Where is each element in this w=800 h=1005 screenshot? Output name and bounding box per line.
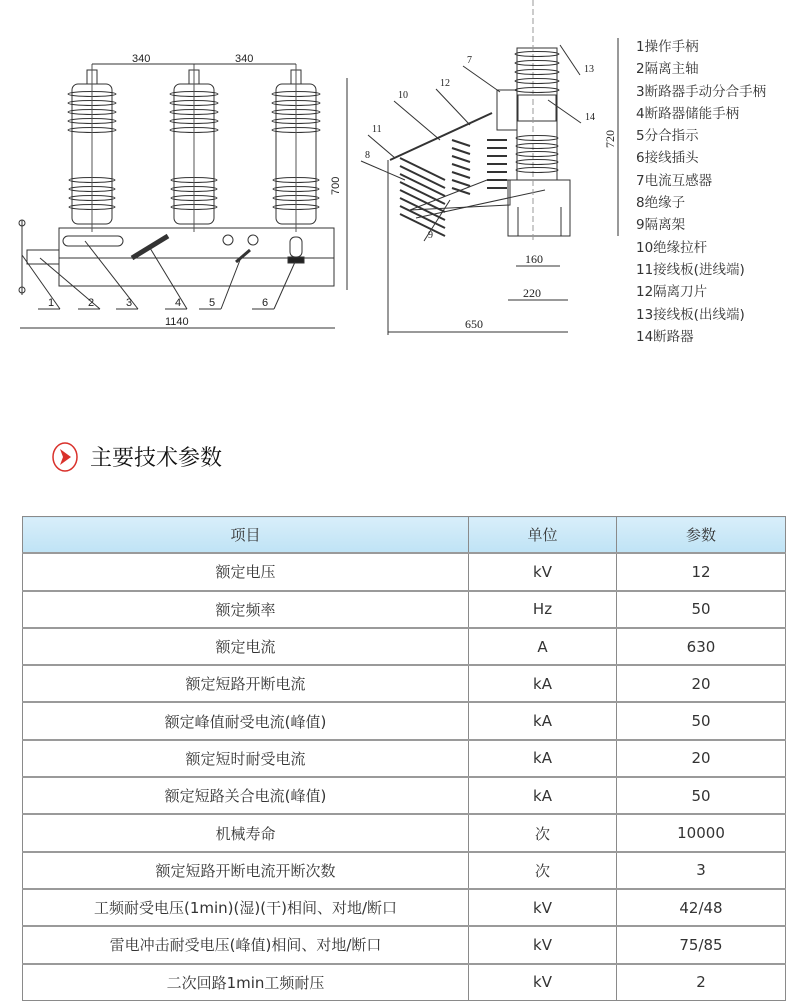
legend-item: 13接线板(出线端) xyxy=(636,306,745,323)
legend-item: 3断路器手动分合手柄 xyxy=(636,83,767,100)
table-row xyxy=(23,665,786,702)
value-cell: 50 xyxy=(617,702,786,739)
unit-cell: kV xyxy=(469,926,617,963)
column-header: 项目 xyxy=(23,517,469,554)
value-cell: 2 xyxy=(617,964,786,1001)
value-cell: 20 xyxy=(617,665,786,702)
unit-cell: kV xyxy=(469,964,617,1001)
legend-item: 12隔离刀片 xyxy=(636,284,708,301)
value-cell: 75/85 xyxy=(617,926,786,963)
callout-label: 5 xyxy=(209,297,216,309)
legend-item: 5分合指示 xyxy=(636,128,699,145)
table-row xyxy=(23,926,786,963)
section-title: 主要技术参数 xyxy=(90,446,223,471)
insulators xyxy=(68,64,320,232)
value-cell: 50 xyxy=(617,777,786,814)
table-row xyxy=(23,964,786,1001)
chevron-right-icon xyxy=(50,442,80,472)
value-cell: 42/48 xyxy=(617,889,786,926)
insulator xyxy=(170,64,218,232)
item-cell: 额定短时耐受电流 xyxy=(23,740,469,777)
unit-cell: 次 xyxy=(469,814,617,851)
callout-label: 4 xyxy=(175,297,182,309)
unit-cell: kA xyxy=(469,665,617,702)
insulator xyxy=(68,64,116,232)
callout-label: 9 xyxy=(428,230,433,241)
table-row xyxy=(23,777,786,814)
item-cell: 工频耐受电压(1min)(湿)(干)相间、对地/断口 xyxy=(23,889,469,926)
legend-item: 4断路器储能手柄 xyxy=(636,105,740,122)
callout-label: 2 xyxy=(88,297,95,309)
dim-label: 340 xyxy=(132,53,151,65)
value-cell: 10000 xyxy=(617,814,786,851)
callout-label: 13 xyxy=(584,64,594,75)
column-header: 单位 xyxy=(469,517,617,554)
unit-cell: kA xyxy=(469,740,617,777)
value-cell: 3 xyxy=(617,852,786,889)
callout-label: 12 xyxy=(440,78,450,89)
specs-table xyxy=(22,516,786,1001)
table-row xyxy=(23,852,786,889)
item-cell: 额定峰值耐受电流(峰值) xyxy=(23,702,469,739)
item-cell: 雷电冲击耐受电压(峰值)相间、对地/断口 xyxy=(23,926,469,963)
callout-label: 1 xyxy=(48,297,55,309)
item-cell: 额定短路开断电流 xyxy=(23,665,469,702)
unit-cell: kV xyxy=(469,889,617,926)
item-cell: 额定短路关合电流(峰值) xyxy=(23,777,469,814)
value-cell: 50 xyxy=(617,591,786,628)
dim-label: 720 xyxy=(603,130,617,148)
unit-cell: A xyxy=(469,628,617,665)
table-row xyxy=(23,553,786,590)
dim-label: 650 xyxy=(465,317,483,331)
legend-item: 8绝缘子 xyxy=(636,195,686,212)
parts-legend xyxy=(636,36,766,348)
dim-label: 700 xyxy=(330,176,342,195)
item-cell: 机械寿命 xyxy=(23,814,469,851)
value-cell: 630 xyxy=(617,628,786,665)
callout-label: 7 xyxy=(467,55,472,66)
unit-cell: kA xyxy=(469,777,617,814)
item-cell: 额定短路开断电流开断次数 xyxy=(23,852,469,889)
callout-label: 11 xyxy=(372,124,382,135)
callout-label: 8 xyxy=(365,150,370,161)
legend-item: 1操作手柄 xyxy=(636,39,699,55)
legend-item: 7电流互感器 xyxy=(636,172,713,189)
legend-item: 14断路器 xyxy=(636,328,694,345)
legend-item: 9隔离架 xyxy=(636,217,686,234)
item-cell: 额定电压 xyxy=(23,553,469,590)
dim-label: 1140 xyxy=(165,316,189,328)
table-row xyxy=(23,628,786,665)
front-view xyxy=(19,53,347,328)
callout-label: 10 xyxy=(398,90,408,101)
legend-item: 6接线插头 xyxy=(636,150,699,167)
insulator xyxy=(272,64,320,232)
callout-label: 14 xyxy=(585,112,595,123)
callout-label: 6 xyxy=(262,297,269,309)
unit-cell: kA xyxy=(469,702,617,739)
unit-cell: kV xyxy=(469,553,617,590)
dim-label: 220 xyxy=(523,286,541,300)
unit-cell: 次 xyxy=(469,852,617,889)
column-header: 参数 xyxy=(617,517,786,554)
legend-item: 11接线板(进线端) xyxy=(636,261,745,278)
callout-label: 3 xyxy=(126,297,133,309)
section-header xyxy=(50,441,222,472)
dim-label: 340 xyxy=(235,53,254,65)
value-cell: 12 xyxy=(617,553,786,590)
table-row xyxy=(23,702,786,739)
table-row xyxy=(23,591,786,628)
table-row xyxy=(23,814,786,851)
dim-label: 160 xyxy=(525,252,543,266)
item-cell: 二次回路1min工频耐压 xyxy=(23,964,469,1001)
legend-item: 2隔离主轴 xyxy=(636,61,699,78)
value-cell: 20 xyxy=(617,740,786,777)
table-row xyxy=(23,889,786,926)
side-view xyxy=(361,0,618,335)
item-cell: 额定电流 xyxy=(23,628,469,665)
legend-item: 10绝缘拉杆 xyxy=(636,239,708,256)
item-cell: 额定频率 xyxy=(23,591,469,628)
table-row xyxy=(23,740,786,777)
unit-cell: Hz xyxy=(469,591,617,628)
